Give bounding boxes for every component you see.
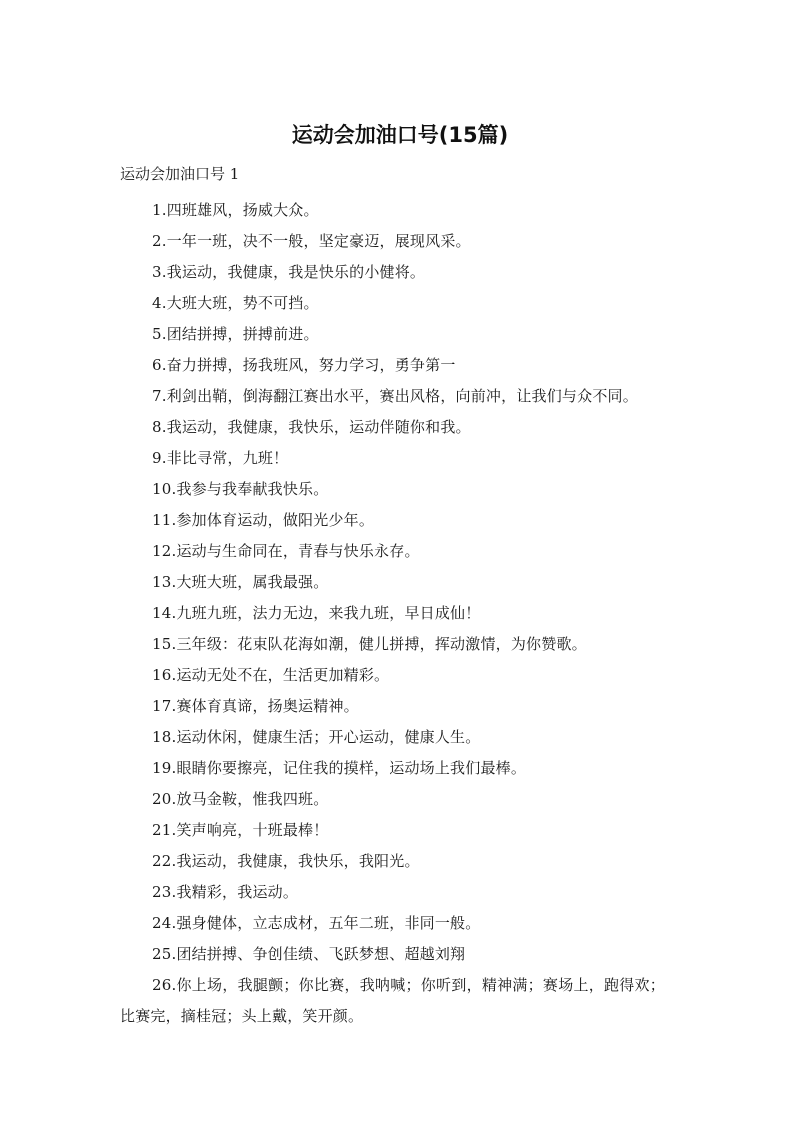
slogan-item: 1.四班雄风，扬威大众。 (152, 201, 319, 219)
slogan-item: 14.九班九班，法力无边，来我九班，早日成仙！ (152, 604, 481, 622)
slogan-item: 13.大班大班，属我最强。 (152, 573, 329, 591)
slogan-item: 18.运动休闲，健康生活；开心运动，健康人生。 (152, 728, 481, 746)
slogan-item: 26.你上场，我腿颤；你比赛，我呐喊；你听到，精神满；赛场上，跑得欢；比赛完，摘桂冠；头上戴，笑开颜。 (120, 976, 665, 1025)
slogan-item: 21.笑声响亮，十班最棒！ (152, 821, 329, 839)
slogan-item: 15.三年级：花束队花海如潮，健儿拼搏，挥动激情，为你赞歌。 (152, 635, 587, 653)
slogan-item: 3.我运动，我健康，我是快乐的小健将。 (152, 263, 426, 281)
slogan-item: 16.运动无处不在，生活更加精彩。 (152, 666, 390, 684)
slogan-item: 7.利剑出鞘，倒海翻江赛出水平，赛出风格，向前冲，让我们与众不同。 (152, 387, 638, 405)
slogan-item: 6.奋力拼搏，扬我班风，努力学习，勇争第一 (152, 356, 456, 374)
document-title: 运动会加油口号(15篇) (291, 123, 509, 147)
slogan-item: 9.非比寻常，九班！ (152, 449, 289, 467)
slogan-item: 23.我精彩，我运动。 (152, 883, 299, 901)
slogan-item: 20.放马金鞍，惟我四班。 (152, 790, 329, 808)
slogan-item: 24.强身健体，立志成材，五年二班，非同一般。 (152, 914, 481, 932)
slogan-list (120, 195, 665, 1032)
slogan-item: 11.参加体育运动，做阳光少年。 (152, 511, 375, 529)
slogan-item: 4.大班大班，势不可挡。 (152, 294, 319, 312)
slogan-item: 12.运动与生命同在，青春与快乐永存。 (152, 542, 420, 560)
slogan-item: 25.团结拼搏、争创佳绩、飞跃梦想、超越刘翔 (152, 945, 466, 963)
slogan-item: 5.团结拼搏，拼搏前进。 (152, 325, 319, 343)
slogan-item: 8.我运动，我健康，我快乐，运动伴随你和我。 (152, 418, 471, 436)
slogan-item: 2.一年一班，决不一般，坚定豪迈，展现风采。 (152, 232, 471, 250)
slogan-item: 19.眼睛你要擦亮，记住我的摸样，运动场上我们最棒。 (152, 759, 527, 777)
slogan-item: 17.赛体育真谛，扬奥运精神。 (152, 697, 359, 715)
slogan-item: 22.我运动，我健康，我快乐，我阳光。 (152, 852, 420, 870)
section-heading: 运动会加油口号 1 (120, 165, 240, 183)
slogan-item: 10.我参与我奉献我快乐。 (152, 480, 329, 498)
